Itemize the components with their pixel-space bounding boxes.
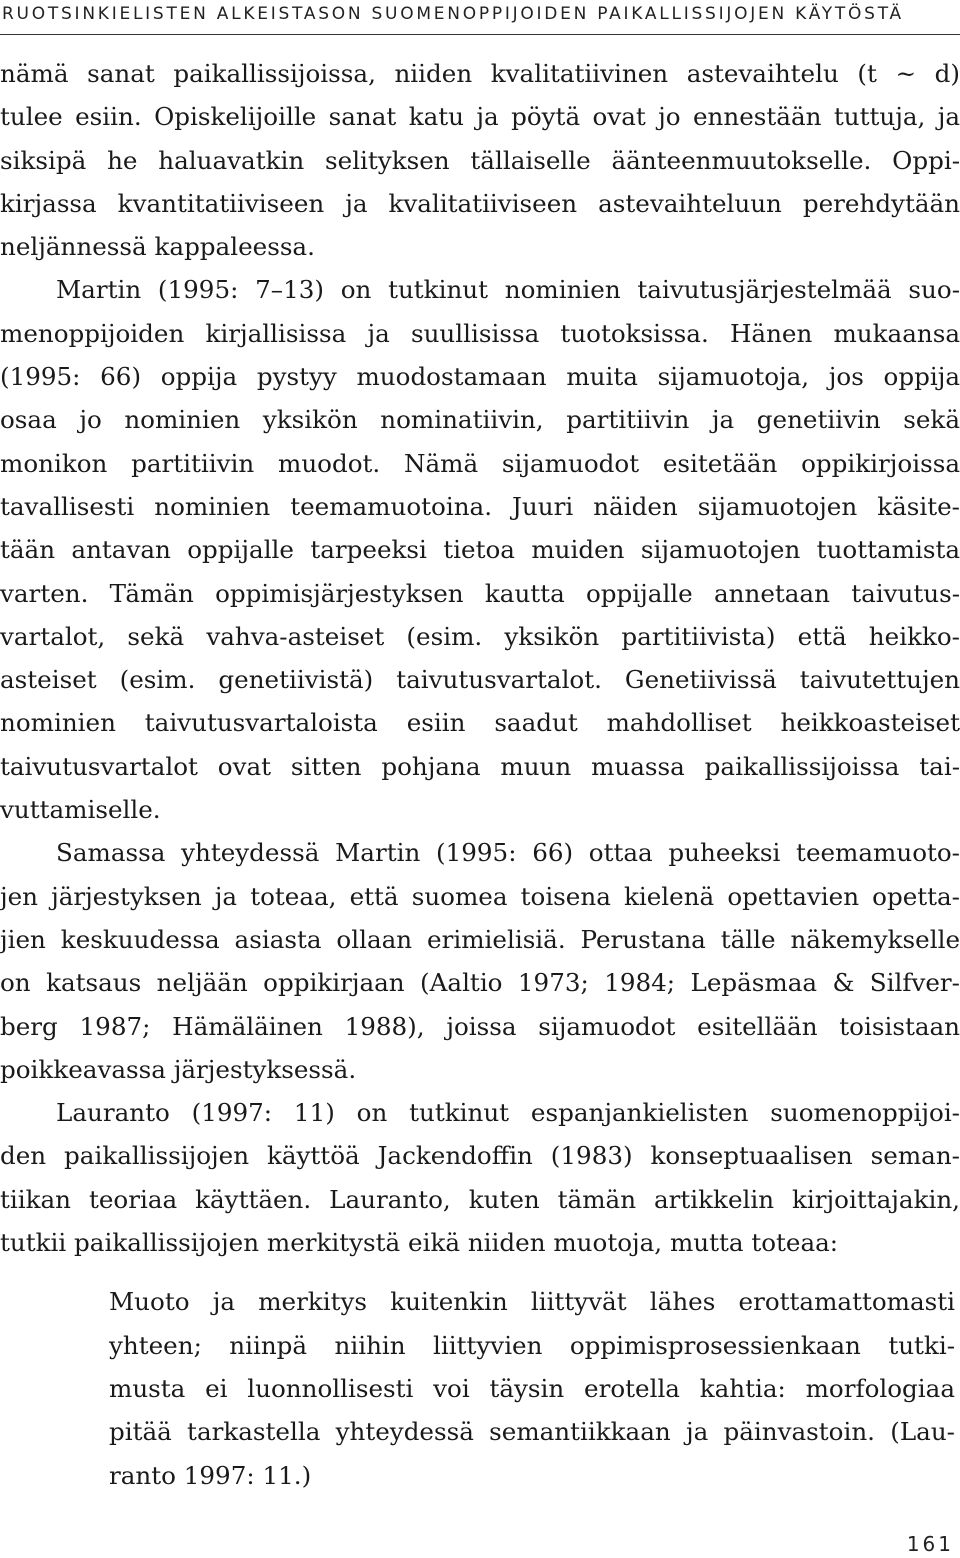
text-line: (1995: 66) oppija pystyy muodostamaan muita sijamuotoja, jos oppija bbox=[0, 362, 960, 392]
header-rule bbox=[0, 34, 960, 35]
running-head: RUOTSINKIELISTEN ALKEISTASON SUOMENOPPIJOIDEN PAIKALLISSIJOJEN KÄYTÖSTÄ bbox=[2, 4, 904, 24]
text-line: Samassa yhteydessä Martin (1995: 66) ottaa puheeksi teemamuoto- bbox=[56, 838, 960, 868]
text-line: vuttamiselle. bbox=[0, 795, 161, 825]
quote-line: yhteen; niinpä niihin liittyvien oppimisprosessienkaan tutki- bbox=[109, 1330, 955, 1360]
text-line: Martin (1995: 7–13) on tutkinut nominien taivutusjärjestelmää suo- bbox=[56, 275, 960, 305]
text-line: tavallisesti nominien teemamuotoina. Juuri näiden sijamuotojen käsite- bbox=[0, 491, 960, 521]
paragraph-2 bbox=[0, 268, 960, 831]
text-line: taivutusvartalot ovat sitten pohjana muun muassa paikallissijoissa tai- bbox=[0, 751, 960, 781]
paragraph-3 bbox=[0, 831, 960, 1091]
quote-line: Muoto ja merkitys kuitenkin liittyvät lähes erottamattomasti bbox=[109, 1287, 955, 1317]
quote-spacing bbox=[0, 1264, 960, 1280]
paragraph-1 bbox=[0, 52, 960, 268]
text-line: kirjassa kvantitatiiviseen ja kvalitatiiviseen astevaihteluun perehdytään bbox=[0, 188, 960, 218]
quote-line: pitää tarkastella yhteydessä semantiikkaan ja päinvastoin. (Lau- bbox=[109, 1417, 955, 1447]
text-line: vartalot, sekä vahva-asteiset (esim. yksikön partitiivista) että heikko- bbox=[0, 621, 960, 651]
text-line: tulee esiin. Opiskelijoille sanat katu ja pöytä ovat jo ennestään tuttuja, ja bbox=[0, 102, 960, 132]
body-text bbox=[0, 52, 960, 1497]
text-line: jien keskuudessa asiasta ollaan erimielisiä. Perustana tälle näkemykselle bbox=[0, 924, 960, 954]
text-line: den paikallissijojen käyttöä Jackendoffin (1983) konseptuaalisen seman- bbox=[0, 1141, 960, 1171]
paragraph-4 bbox=[0, 1091, 960, 1264]
quote-line: musta ei luonnollisesti voi täysin erotella kahtia: morfologiaa bbox=[109, 1373, 955, 1403]
text-line: Lauranto (1997: 11) on tutkinut espanjankielisten suomenoppijoi- bbox=[56, 1098, 960, 1128]
text-line: neljännessä kappaleessa. bbox=[0, 232, 315, 262]
text-line: asteiset (esim. genetiivistä) taivutusvartalot. Genetiivissä taivutettujen bbox=[0, 665, 960, 695]
text-line: osaa jo nominien yksikön nominatiivin, partitiivin ja genetiivin sekä bbox=[0, 405, 960, 435]
text-line: monikon partitiivin muodot. Nämä sijamuodot esitetään oppikirjoissa bbox=[0, 448, 960, 478]
page-number: 161 bbox=[906, 1532, 954, 1556]
text-line: tutkii paikallissijojen merkitystä eikä niiden muotoja, mutta toteaa: bbox=[0, 1228, 839, 1258]
text-line: tään antavan oppijalle tarpeeksi tietoa muiden sijamuotojen tuottamista bbox=[0, 535, 960, 565]
text-line: on katsaus neljään oppikirjaan (Aaltio 1973; 1984; Lepäsmaa & Silfver- bbox=[0, 968, 960, 998]
text-line: menoppijoiden kirjallisissa ja suullisissa tuotoksissa. Hänen mukaansa bbox=[0, 318, 960, 348]
text-line: nominien taivutusvartaloista esiin saadut mahdolliset heikkoasteiset bbox=[0, 708, 960, 738]
block-quote bbox=[109, 1280, 955, 1496]
text-line: nämä sanat paikallissijoissa, niiden kvalitatiivinen astevaihtelu (t ~ d) bbox=[0, 59, 960, 88]
text-line: siksipä he haluavatkin selityksen tällaiselle äänteenmuutokselle. Oppi- bbox=[0, 145, 960, 175]
quote-line: ranto 1997: 11.) bbox=[109, 1460, 312, 1490]
text-line: varten. Tämän oppimisjärjestyksen kautta oppijalle annetaan taivutus- bbox=[0, 578, 960, 608]
text-line: berg 1987; Hämäläinen 1988), joissa sijamuodot esitellään toisistaan bbox=[0, 1011, 960, 1041]
text-line: poikkeavassa järjestyksessä. bbox=[0, 1054, 357, 1084]
text-line: jen järjestyksen ja toteaa, että suomea toisena kielenä opettavien opetta- bbox=[0, 881, 960, 911]
text-line: tiikan teoriaa käyttäen. Lauranto, kuten tämän artikkelin kirjoittajakin, bbox=[0, 1184, 960, 1214]
